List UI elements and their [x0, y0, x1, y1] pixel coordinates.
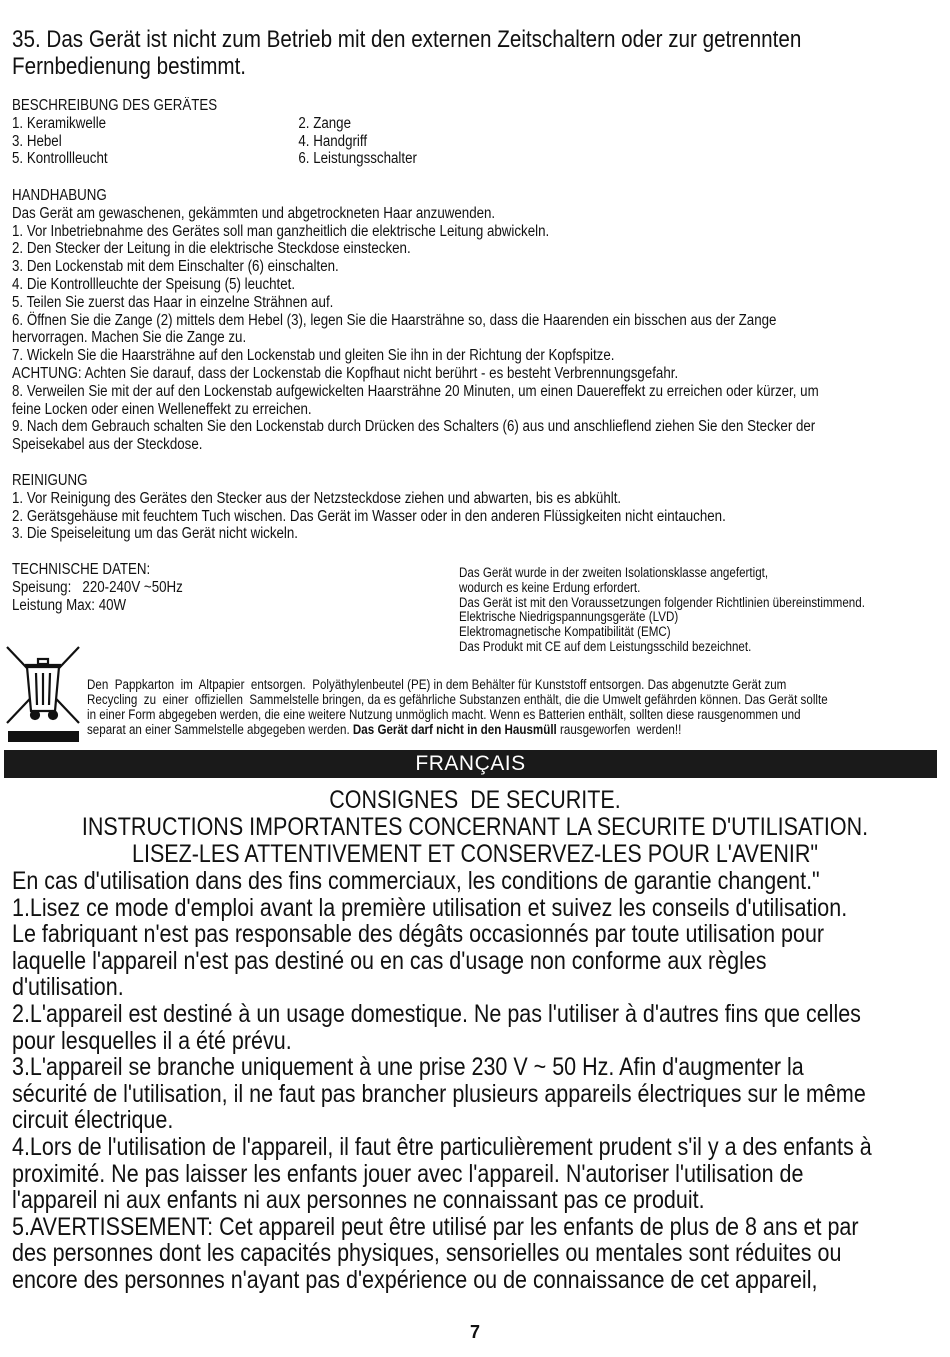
french-line: d'utilisation.	[12, 973, 124, 1002]
french-line: des personnes dont les capacités physiques, sensorielles ou mentales sont réduites ou	[12, 1239, 842, 1268]
recycling-line: Recycling zu einer offiziellen Sammelstelle bringen, da es gefährliche Substanzen enthält, die die Umwelt gefährden können. Das Gerät sollte	[87, 692, 828, 707]
french-line: encore des personnes n'ayant pas d'expérience ou de connaissance de cet appareil,	[12, 1265, 818, 1294]
part-item: 4. Handgriff	[298, 132, 368, 150]
conformity-line: Das Gerät ist mit den Voraussetzungen folgender Richtlinien übereinstimmend.	[459, 594, 865, 610]
part-item: 6. Leistungsschalter	[298, 150, 417, 168]
french-line: circuit électrique.	[12, 1106, 174, 1135]
recycling-last-post: rausgeworfen werden!!	[556, 722, 682, 737]
recycling-line	[87, 722, 828, 737]
handling-title: HANDHABUNG	[12, 187, 107, 204]
conformity-line: Elektrische Niedrigspannungsgeräte (LVD)	[459, 609, 679, 625]
tech-section	[12, 561, 183, 614]
cleaning-section	[12, 472, 726, 543]
cleaning-line: 3. Die Speiseleitung um das Gerät nicht wickeln.	[12, 525, 299, 543]
handling-line: 9. Nach dem Gebrauch schalten Sie den Lockenstab durch Drücken des Schalters (6) aus und anschlieflend ziehen Sie den Stecker der	[12, 418, 816, 436]
conformity-block	[459, 566, 865, 655]
cleaning-line: 1. Vor Reinigung des Gerätes den Stecker aus der Netzsteckdose ziehen und abwarten, bis es abkühlt.	[12, 489, 622, 507]
french-heading	[0, 787, 950, 868]
part-item: 1. Keramikwelle	[12, 114, 107, 132]
tech-line: Leistung Max: 40W	[12, 596, 127, 614]
handling-line: 8. Verweilen Sie mit der auf den Lockenstab aufgewickelten Haarsträhne 20 Minuten, um einen Dauereffekt zu erreichen oder kürzer, um	[12, 382, 819, 400]
french-line: sécurité de l'utilisation, il ne faut pas brancher plusieurs appareils électriques sur le même	[12, 1079, 866, 1108]
french-heading-line: INSTRUCTIONS IMPORTANTES CONCERNANT LA SECURITE D'UTILISATION.	[81, 813, 869, 841]
cleaning-title: REINIGUNG	[12, 472, 88, 489]
weee-bar	[8, 731, 79, 742]
handling-line: hervorragen. Machen Sie die Zange zu.	[12, 329, 247, 347]
french-body	[12, 868, 872, 1294]
recycling-line: in einer Form abgegeben werden, die eine weitere Nutzung unmöglich macht. Wenn es Batterien enthält, sollten diese rausgenommen und	[87, 707, 801, 722]
handling-line: feine Locken oder einen Welleneffekt zu erreichen.	[12, 400, 312, 418]
french-line: laquelle l'appareil n'est pas destiné ou en cas d'usage non conforme aux règles	[12, 946, 767, 975]
part-item: 2. Zange	[298, 114, 352, 132]
french-line: 3.L'appareil se branche uniquement à une prise 230 V ~ 50 Hz. Afin d'augmenter la	[12, 1053, 804, 1082]
handling-line: 2. Den Stecker der Leitung in die elektrische Steckdose einstecken.	[12, 240, 411, 258]
cleaning-line: 2. Gerätsgehäuse mit feuchtem Tuch wischen. Das Gerät im Wasser oder in den anderen Flüssigkeiten nicht eintauchen.	[12, 507, 726, 525]
tech-title: TECHNISCHE DATEN:	[12, 561, 151, 578]
language-bar: FRANÇAIS	[4, 750, 937, 778]
conformity-line: wodurch es keine Erdung erfordert.	[459, 579, 641, 595]
french-line: 4.Lors de l'utilisation de l'appareil, il faut être particulièrement prudent s'il y a des enfants à	[12, 1132, 872, 1161]
french-heading-line: LISEZ-LES ATTENTIVEMENT ET CONSERVEZ-LES POUR L'AVENIR"	[132, 840, 818, 868]
french-line: 5.AVERTISSEMENT: Cet appareil peut être utilisé par les enfants de plus de 8 ans et par	[12, 1212, 859, 1241]
handling-section	[12, 187, 819, 454]
handling-line: 3. Den Lockenstab mit dem Einschalter (6) einschalten.	[12, 258, 339, 276]
french-line: proximité. Ne pas laisser les enfants jouer avec l'appareil. N'autoriser l'utilisation de	[12, 1159, 804, 1188]
description-section	[12, 97, 614, 168]
item-35-line: 35. Das Gerät ist nicht zum Betrieb mit den externen Zeitschaltern oder zur getrennten	[12, 26, 802, 53]
french-line: 1.Lisez ce mode d'emploi avant la première utilisation et suivez les conseils d'utilisation.	[12, 893, 848, 922]
part-item: 3. Hebel	[12, 132, 62, 150]
handling-line: Speisekabel aus der Steckdose.	[12, 436, 203, 454]
conformity-line: Das Gerät wurde in der zweiten Isolationsklasse angefertigt,	[459, 565, 769, 580]
french-line: pour lesquelles il a été prévu.	[12, 1026, 292, 1055]
conformity-line: Das Produkt mit CE auf dem Leistungsschild bezeichnet.	[459, 638, 752, 654]
item-35-line: Fernbedienung bestimmt.	[12, 53, 247, 80]
french-line: l'appareil ni aux enfants ni aux personnes ne connaissant pas ce produit.	[12, 1186, 705, 1215]
french-line: Le fabriquant n'est pas responsable des dégâts occasionnés par toute utilisation pour	[12, 920, 825, 949]
handling-line: Das Gerät am gewaschenen, gekämmten und abgetrockneten Haar anzuwenden.	[12, 204, 496, 222]
handling-line: 1. Vor Inbetriebnahme des Gerätes soll man ganzheitlich die elektrische Leitung abwickeln.	[12, 222, 550, 240]
handling-line: 7. Wickeln Sie die Haarsträhne auf den Lockenstab und gleiten Sie ihn in der Richtung der Kopfspitze.	[12, 347, 615, 365]
part-item: 5. Kontrollleucht	[12, 150, 108, 168]
handling-line: 6. Öffnen Sie die Zange (2) mittels dem Hebel (3), legen Sie die Haarsträhne so, dass die Haarenden ein bisschen aus der Zange	[12, 311, 777, 329]
handling-line: 5. Teilen Sie zuerst das Haar in einzelne Strähnen auf.	[12, 293, 334, 311]
recycling-block	[87, 677, 828, 737]
page-number: 7	[469, 1322, 480, 1342]
recycling-warning: Das Gerät darf nicht in den Hausmüll	[352, 722, 557, 737]
french-line: 2.L'appareil est destiné à un usage domestique. Ne pas l'utiliser à d'autres fins que celles	[12, 999, 861, 1028]
item-35	[12, 26, 801, 80]
handling-warning: ACHTUNG: Achten Sie darauf, dass der Lockenstab die Kopfhaut nicht berührt - es besteht Verbrennungsgefahr.	[12, 364, 679, 382]
conformity-line: Elektromagnetische Kompatibilität (EMC)	[459, 624, 671, 640]
description-title: BESCHREIBUNG DES GERÄTES	[12, 97, 218, 114]
recycling-last-pre: separat an einer Sammelstelle abgegeben werden.	[87, 722, 353, 737]
tech-line: Speisung: 220-240V ~50Hz	[12, 578, 183, 596]
crossed-out-bin-icon	[5, 645, 81, 725]
handling-line: 4. Die Kontrollleuchte der Speisung (5) leuchtet.	[12, 275, 296, 293]
french-line: En cas d'utilisation dans des fins commerciaux, les conditions de garantie changent."	[12, 867, 820, 895]
recycling-line: Den Pappkarton im Altpapier entsorgen. Polyäthylenbeutel (PE) in dem Behälter für Kunststoff entsorgen. Das abgenutzte Gerät zum	[87, 677, 787, 692]
french-heading-line: CONSIGNES DE SECURITE.	[329, 786, 621, 814]
